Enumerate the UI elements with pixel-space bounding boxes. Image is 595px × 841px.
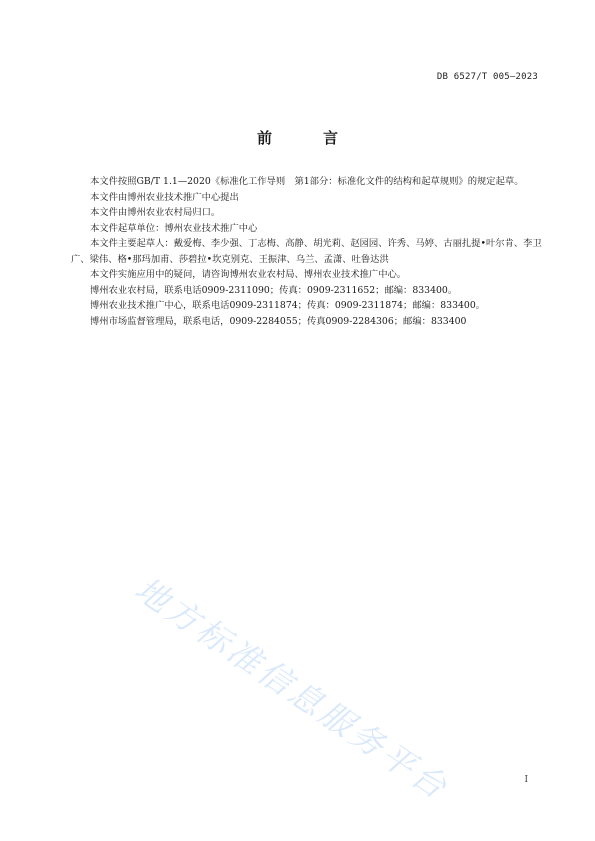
paragraph-drafting-basis: 本文件按照GB/T 1.1—2020《标准化工作导则 第1部分：标准化文件的结构和起草规则》的规定起草。 (90, 176, 524, 187)
paragraph-inquiry: 本文件实施应用中的疑问，请咨询博州农业农村局、博州农业技术推广中心。 (90, 269, 407, 280)
page-title: 前 言 (256, 129, 356, 147)
paragraph-contact-agriculture-bureau: 博州农业农村局，联系电话0909-2311090；传真：0909-2311652；邮编：833400。 (90, 284, 458, 296)
paragraph-proposer: 本文件由博州农业技术推广中心提出 (90, 191, 239, 203)
paragraph-contact-market-supervision: 博州市场监督管理局，联系电话，0909-2284055；传真0909-2284306；邮编：833400 (90, 315, 467, 327)
paragraph-contact-extension-center: 博州农业技术推广中心，联系电话0909-2311874；传真：0909-2311874；邮编：833400。 (90, 300, 486, 311)
page-number: I (524, 775, 528, 785)
foreword-body (71, 174, 547, 329)
document-code: DB 6527/T 005—2023 (436, 72, 538, 82)
paragraph-drafters: 本文件主要起草人：戴爱梅、李少强、丁志梅、高静、胡光莉、赵园园、许秀、马婷、古丽扎提•叶尔肯、李卫广、梁伟、格•那玛加甫、莎碧拉•坎克别克、王振津、乌兰、孟潇、吐鲁达洪 (71, 238, 542, 265)
watermark: 地方标准信息服务平台 (127, 568, 457, 809)
paragraph-drafting-unit: 本文件起草单位：博州农业技术推广中心 (90, 222, 258, 234)
paragraph-administrator: 本文件由博州农业农村局归口。 (90, 207, 221, 218)
